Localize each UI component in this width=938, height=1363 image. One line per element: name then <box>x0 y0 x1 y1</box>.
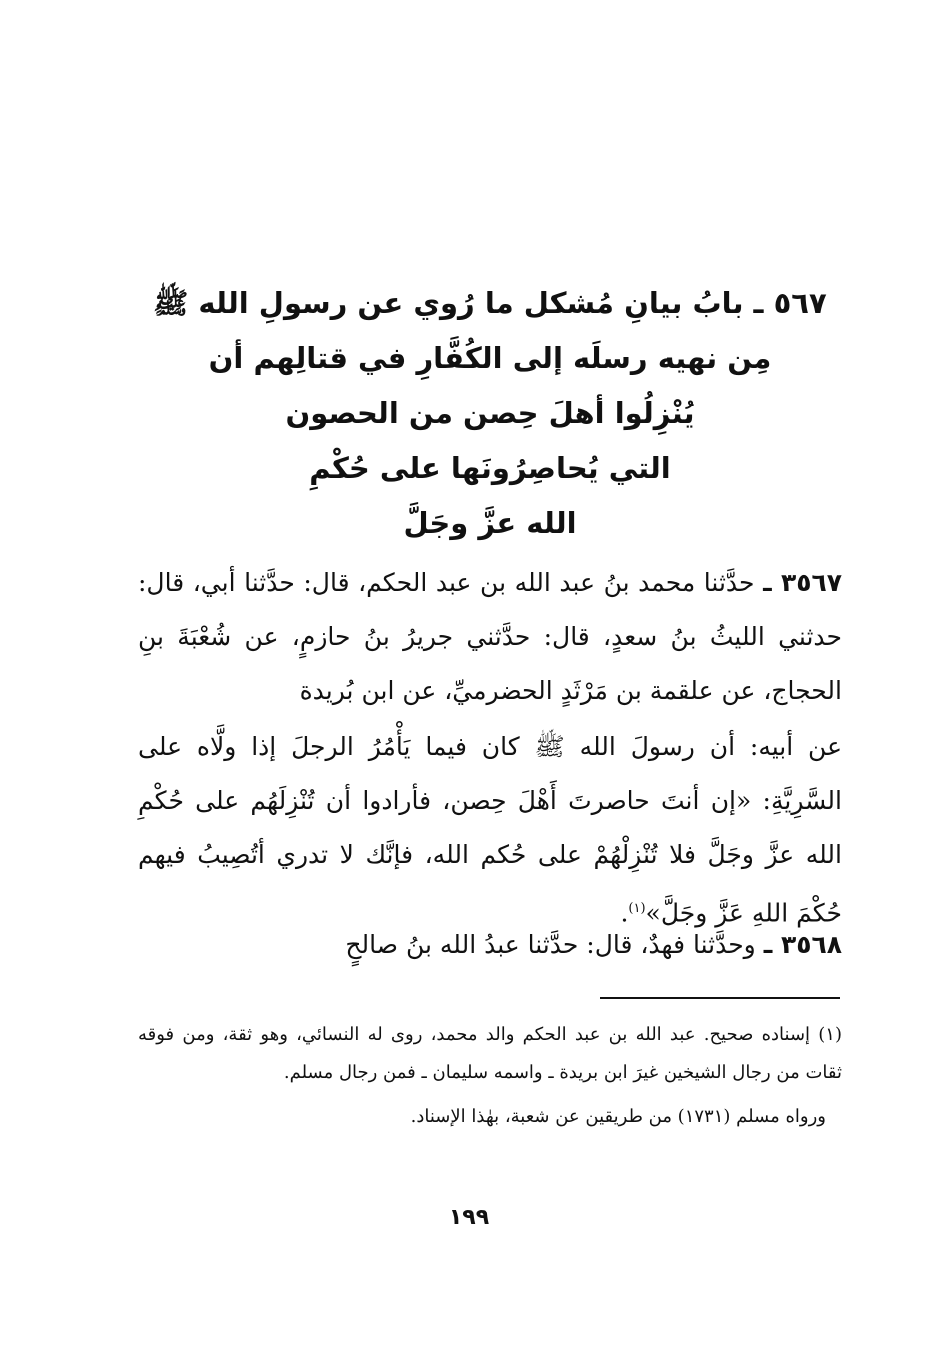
chapter-heading-line-4: التي يُحاصِرُونَها على حُكْمِ <box>309 451 671 485</box>
hadith-number: ٣٥٦٧ ـ <box>763 568 842 597</box>
footnotes <box>138 1016 842 1136</box>
hadith-matn-text: عن أبيه: أن رسولَ الله ﷺ كان فيما يَأْمُرُ الرجلَ إذا ولَّاه على السَّرِيَّةِ: «إن أنتَ حاصرتَ أَهْلَ حِصن، فأرادوا أن تُنْزِلَهُم على حُكْمِ الله عزَّ وجَلَّ فلا تُنْزِلْهُمْ على حُكم الله، فإنَّك لا تدري أتُصِيبُ فيهم حُكْمَ اللهِ عَزَّ وجَلَّ» <box>138 732 842 928</box>
hadith-3567-isnad <box>138 556 842 718</box>
page-number: ١٩٩ <box>448 1205 490 1230</box>
hadith-3567-matn <box>138 720 842 940</box>
footnote-1: (١) إسناده صحيح. عبد الله بن عبد الحكم والد محمد، روى له النسائي، وهو ثقة، ومن فوقه ثقات من رجال الشيخين غيرَ ابن بريدة ـ واسمه سليمان ـ فمن رجال مسلم. <box>138 1024 842 1083</box>
hadith-3568 <box>138 918 842 972</box>
footnote-reference[interactable]: (١) <box>628 901 646 916</box>
hadith-end-mark: . <box>620 898 629 928</box>
hadith-isnad-text: حدَّثنا محمد بنُ عبد الله بن عبد الحكم، قال: حدَّثنا أبي، قال: حدثني الليثُ بنُ سعدٍ، قال: حدَّثني جريرُ بنُ حازمٍ، عن شُعْبَةَ بنِ الحجاج، عن علقمة بن مَرْثَدٍ الحضرميِّ، عن ابن بُريدة <box>138 568 842 705</box>
chapter-heading <box>140 276 840 551</box>
footnote-1-continuation: ورواه مسلم (١٧٣١) من طريقين عن شعبة، بهٰذا الإسناد. <box>410 1106 826 1127</box>
chapter-heading-line-5: الله عزَّ وجَلَّ <box>403 506 577 540</box>
chapter-heading-line-3: يُنْزِلُوا أهلَ حِصن من الحصون <box>285 396 695 430</box>
footnote-separator <box>600 997 840 999</box>
hadith-text: وحدَّثنا فهدٌ، قال: حدَّثنا عبدُ الله بنُ صالحٍ <box>345 930 756 959</box>
chapter-heading-line-2: مِن نهيه رسلَه إلى الكُفَّارِ في قتالِهم أن <box>208 341 772 375</box>
hadith-number: ٣٥٦٨ ـ <box>763 930 842 959</box>
chapter-heading-line-1: ٥٦٧ ـ بابُ بيانِ مُشكل ما رُوي عن رسولِ الله ﷺ <box>153 286 827 320</box>
